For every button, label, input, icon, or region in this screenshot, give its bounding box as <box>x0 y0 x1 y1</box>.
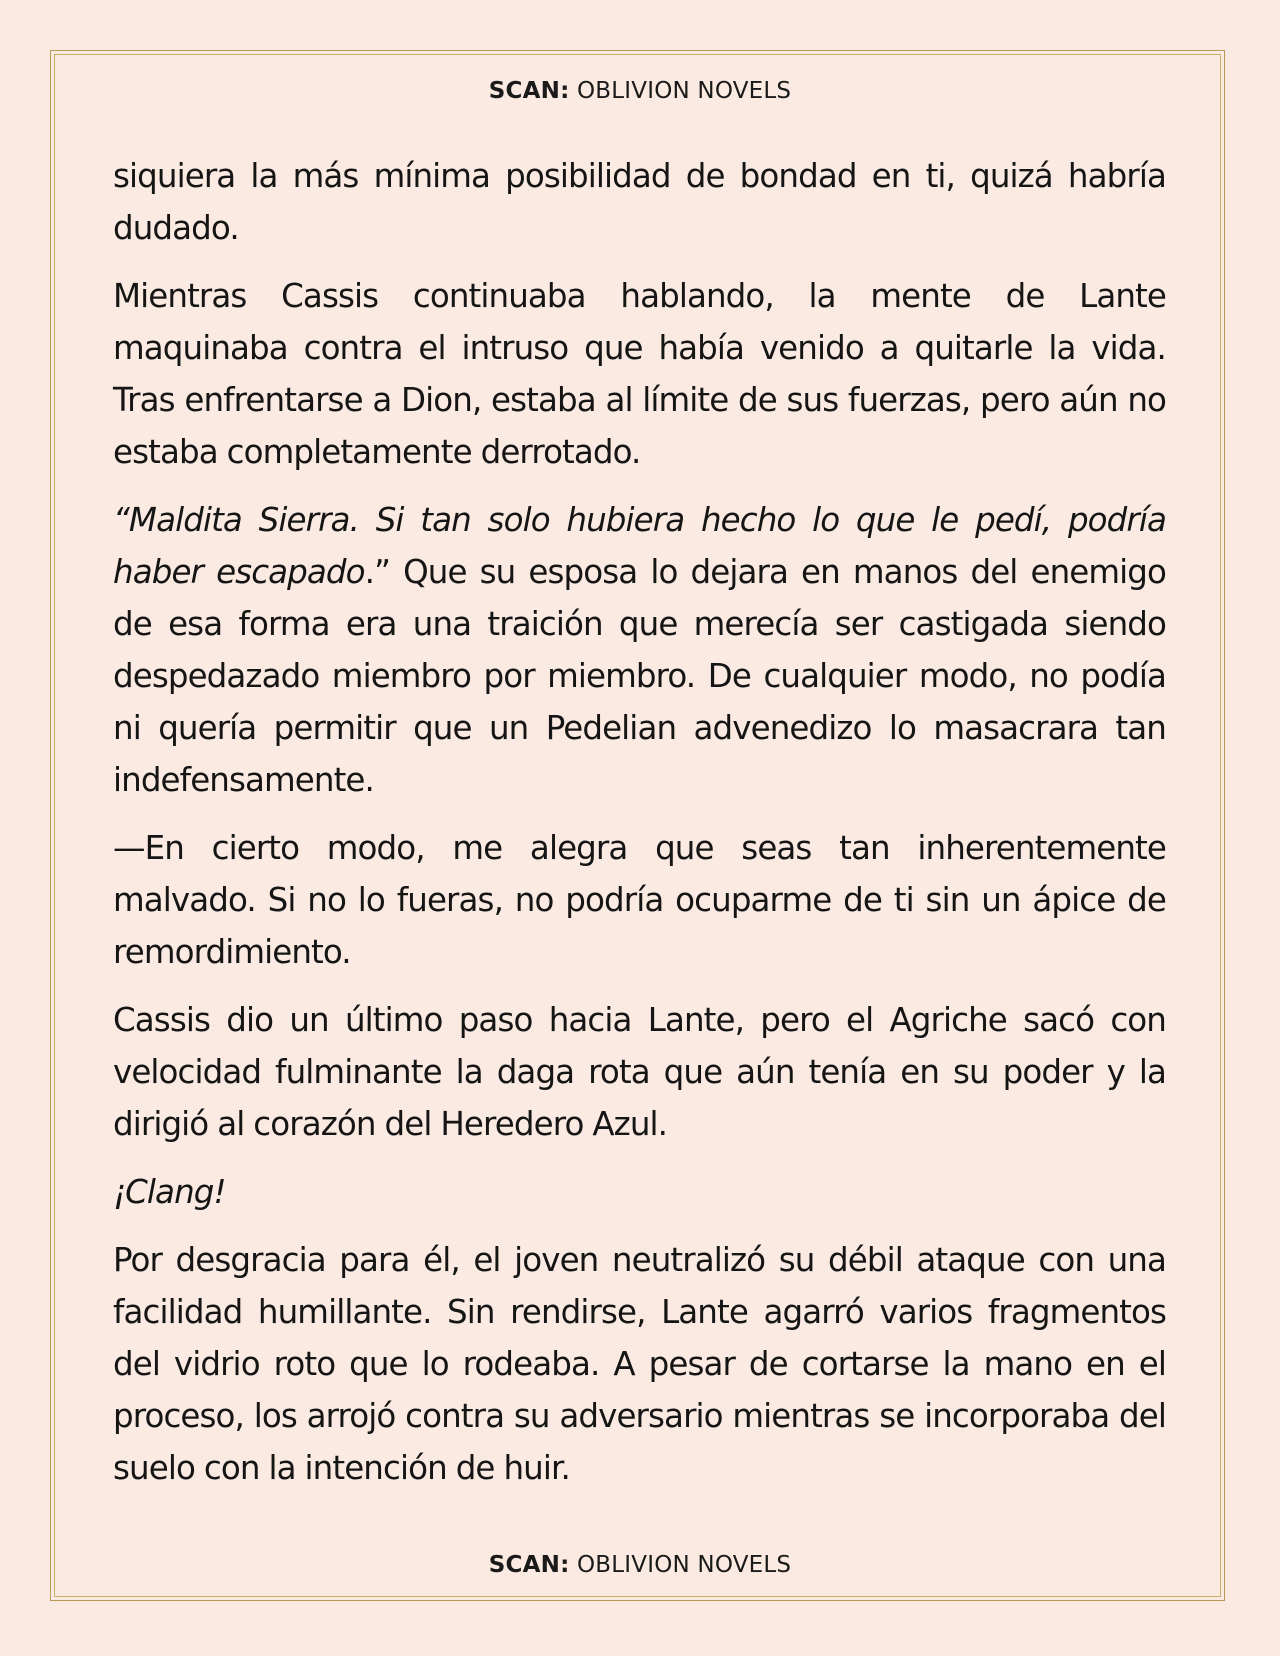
paragraph-3-thought: “Maldita Sierra. Si tan solo hubiera hecho lo que le pedí, podría haber escapado <box>113 501 1166 591</box>
paragraph-1: siquiera la más mínima posibilidad de bondad en ti, quizá habría dudado. <box>113 157 1166 247</box>
header-scan-credit <box>0 78 1280 104</box>
footer-scan-credit <box>0 1552 1280 1578</box>
paragraph-2: Mientras Cassis continuaba hablando, la mente de Lante maquinaba contra el intruso que había venido a quitarle la vida. Tras enfrentarse a Dion, estaba al límite de sus fuerzas, pero aún no estaba completamente derrotado. <box>113 277 1166 471</box>
footer-scan-label: SCAN: <box>488 1552 570 1578</box>
sound-effect: ¡Clang! <box>113 1173 226 1211</box>
paragraph-3 <box>113 494 1166 806</box>
header-scan-source: OBLIVION NOVELS <box>577 78 792 104</box>
footer-scan-source: OBLIVION NOVELS <box>577 1552 792 1578</box>
paragraph-4: —En cierto modo, me alegra que seas tan inherentemente malvado. Si no lo fueras, no podría ocuparme de ti sin un ápice de remordimiento. <box>113 829 1166 971</box>
paragraph-7: Por desgracia para él, el joven neutralizó su débil ataque con una facilidad humillante. Sin rendirse, Lante agarró varios fragmentos del vidrio roto que lo rodeaba. A pesar de cortarse la mano en el proceso, los arrojó contra su adversario mientras se incorporaba del suelo con la intención de huir. <box>113 1241 1166 1487</box>
paragraph-6 <box>113 1166 1166 1218</box>
paragraph-5: Cassis dio un último paso hacia Lante, pero el Agriche sacó con velocidad fulminante la daga rota que aún tenía en su poder y la dirigió al corazón del Heredero Azul. <box>113 1001 1166 1143</box>
paragraph-3-rest: .” Que su esposa lo dejara en manos del enemigo de esa forma era una traición que merecía ser castigada siendo despedazado miembro por miembro. De cualquier modo, no podía ni quería permitir que un Pedelian advenedizo lo masacrara tan indefensamente. <box>113 553 1166 799</box>
header-scan-label: SCAN: <box>488 78 570 104</box>
page-text <box>113 150 1166 1510</box>
